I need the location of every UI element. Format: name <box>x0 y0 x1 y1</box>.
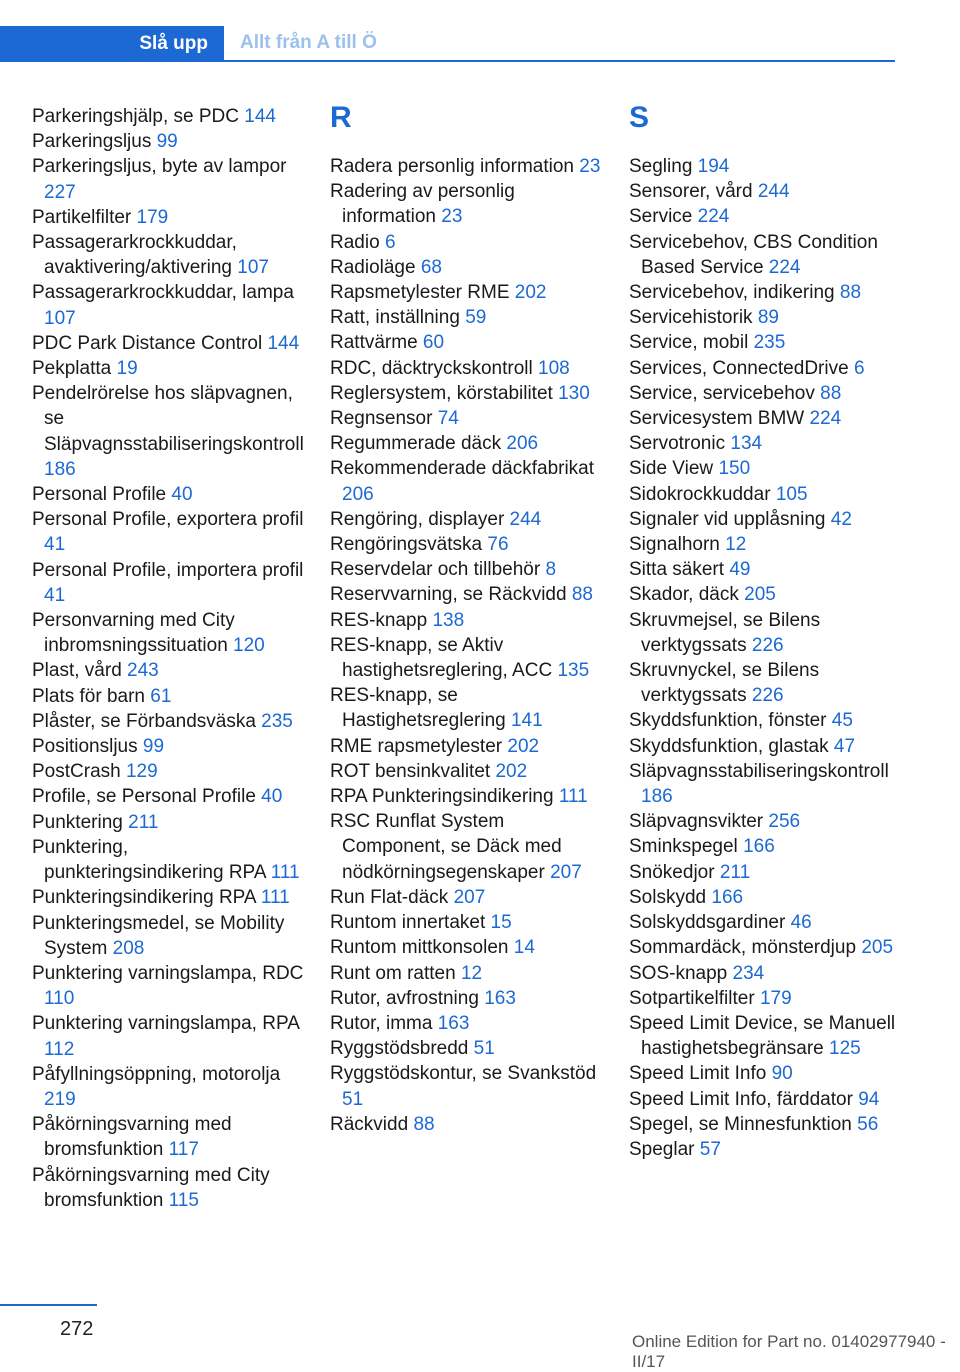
page-link[interactable]: 111 <box>260 887 290 909</box>
index-entry <box>629 507 904 532</box>
page-link[interactable]: 226 <box>751 634 784 656</box>
entry-text: Reservvarning, se Räckvidd <box>330 584 567 606</box>
index-entry <box>330 1036 602 1061</box>
page-link[interactable]: 243 <box>127 660 159 682</box>
entry-text: Solskyddsgardiner <box>629 912 786 934</box>
page-link[interactable]: 108 <box>538 357 570 379</box>
index-entry <box>629 557 904 582</box>
page-link[interactable]: 40 <box>171 484 193 506</box>
page-link[interactable]: 207 <box>550 861 582 883</box>
index-entry <box>330 961 602 986</box>
page-link[interactable]: 59 <box>465 307 487 329</box>
entry-text: Runtom innertaket <box>330 912 486 934</box>
entry-text: Services, ConnectedDrive <box>629 357 849 379</box>
index-entry <box>32 558 304 608</box>
index-entry <box>629 860 904 885</box>
page-link[interactable]: 179 <box>136 206 169 228</box>
page-link[interactable]: 138 <box>432 609 465 631</box>
index-entry <box>629 1061 904 1086</box>
entry-text: Sommardäck, mönsterdjup <box>629 937 857 959</box>
index-entry <box>629 759 904 809</box>
page-link[interactable]: 235 <box>261 710 293 732</box>
entry-text: Regnsensor <box>330 408 433 430</box>
index-entry <box>32 734 304 759</box>
entry-text: Skruvmejsel, se Bilens verktygssats <box>629 609 821 656</box>
entry-text: Radio <box>330 231 380 253</box>
index-entry <box>330 1061 602 1111</box>
index-entry <box>330 255 602 280</box>
page-link[interactable]: 224 <box>809 408 842 430</box>
index-entry <box>330 330 602 355</box>
page-link[interactable]: 120 <box>233 635 265 657</box>
index-entry <box>629 406 904 431</box>
entry-text: Regummerade däck <box>330 433 502 455</box>
page-link[interactable]: 14 <box>513 937 535 959</box>
entry-text: Räckvidd <box>330 1113 409 1135</box>
page-link[interactable]: 56 <box>857 1113 879 1135</box>
page-link[interactable]: 12 <box>460 962 483 984</box>
index-entry <box>629 456 904 481</box>
page-link[interactable]: 51 <box>473 1038 495 1060</box>
header-tabbar <box>0 26 895 62</box>
footer-rule <box>0 1304 97 1306</box>
entry-text: Punkteringsmedel, se Mobility System <box>32 912 285 959</box>
entry-text: Punktering <box>32 811 123 833</box>
entry-text: Reglersystem, körstabilitet <box>330 382 553 404</box>
entry-text: RPA Punkteringsindikering <box>330 786 554 808</box>
entry-text: Pekplatta <box>32 358 112 380</box>
page-link[interactable]: 224 <box>697 206 730 228</box>
index-entry <box>629 381 904 406</box>
index-entry <box>629 910 904 935</box>
index-entry <box>330 910 602 935</box>
page-link[interactable]: 256 <box>768 811 801 833</box>
index-entry <box>629 1112 904 1137</box>
page-link[interactable]: 234 <box>732 962 765 984</box>
entry-text: Rekommenderade däckfabrikat <box>330 458 595 480</box>
index-entry <box>629 1011 904 1061</box>
index-entry <box>330 507 602 532</box>
entry-text: Rutor, imma <box>330 1012 433 1034</box>
page-link[interactable]: 163 <box>437 1012 470 1034</box>
entry-text: Rengöring, displayer <box>330 508 505 530</box>
index-entry <box>32 507 304 557</box>
page-link[interactable]: 46 <box>790 912 812 934</box>
index-entry <box>32 784 304 809</box>
entry-text: Sitta säkert <box>629 559 725 581</box>
index-entry <box>32 759 304 784</box>
page-link[interactable]: 207 <box>453 886 486 908</box>
index-entry <box>629 935 904 960</box>
index-entry <box>32 911 304 961</box>
index-entry <box>32 331 304 356</box>
entry-text: Run Flat-däck <box>330 886 449 908</box>
page-link[interactable]: 163 <box>484 987 516 1009</box>
entry-text: RSC Runflat System Component, se Däck med nödkörningsegenskaper <box>330 811 562 883</box>
entry-text: RES-knapp, se Hastighetsreglering <box>330 685 506 732</box>
index-entry <box>629 961 904 986</box>
index-entry <box>330 406 602 431</box>
index-entry <box>330 305 602 330</box>
entry-text: Snökedjor <box>629 861 715 883</box>
entry-text: Sotpartikelfilter <box>629 987 755 1009</box>
page-link[interactable]: 111 <box>558 786 588 808</box>
entry-text: Skyddsfunktion, glastak <box>629 735 829 757</box>
page-link[interactable]: 227 <box>44 181 76 203</box>
page-link[interactable]: 111 <box>270 862 300 884</box>
index-entry <box>330 532 602 557</box>
index-entry <box>32 684 304 709</box>
entry-text: Servicehistorik <box>629 307 753 329</box>
index-entry <box>330 633 602 683</box>
header-rule <box>0 60 895 62</box>
entry-text: Påkörningsvarning med City bromsfunktion <box>32 1164 270 1211</box>
index-entry <box>32 104 304 129</box>
page-link[interactable]: 47 <box>833 735 856 757</box>
entry-text: Plats för barn <box>32 685 145 707</box>
page-link[interactable]: 186 <box>44 458 76 480</box>
page-number: 272 <box>60 1318 94 1340</box>
index-entry <box>629 482 904 507</box>
page-link[interactable]: 40 <box>261 786 283 808</box>
entry-text: Solskydd <box>629 886 707 908</box>
page-link[interactable]: 144 <box>267 332 300 354</box>
index-entry <box>629 280 904 305</box>
entry-text: Pendelrörelse hos släpvagnen, se Släpvagnsstabiliseringskontroll <box>32 383 304 455</box>
entry-text: ROT bensinkvalitet <box>330 760 491 782</box>
index-entry <box>629 431 904 456</box>
index-entry <box>629 1137 904 1162</box>
page-link[interactable]: 42 <box>830 508 852 530</box>
entry-text: Positionsljus <box>32 736 138 758</box>
page-link[interactable]: 61 <box>150 685 172 707</box>
entry-text: Punktering, punkteringsindikering RPA <box>32 836 266 884</box>
index-entry <box>32 1062 304 1112</box>
entry-text: Skador, däck <box>629 584 739 606</box>
index-entry <box>330 885 602 910</box>
entry-text: Segling <box>629 156 693 177</box>
entry-text: Punktering varningslampa, RPA <box>32 1013 299 1035</box>
entry-text: PDC Park Distance Control <box>32 332 263 354</box>
entry-text: Släpvagnsstabiliseringskontroll <box>629 760 889 782</box>
index-entry <box>629 809 904 834</box>
index-entry <box>330 1011 602 1036</box>
page-link[interactable]: 94 <box>858 1088 880 1110</box>
index-column-2 <box>330 101 602 1137</box>
page-link[interactable]: 226 <box>751 685 784 707</box>
entry-text: Sensorer, vård <box>629 181 753 203</box>
index-entry <box>330 759 602 784</box>
index-entry <box>330 280 602 305</box>
page-link[interactable]: 235 <box>753 332 786 354</box>
page-link[interactable]: 179 <box>759 987 792 1009</box>
page-link[interactable]: 107 <box>44 307 76 329</box>
page-link[interactable]: 219 <box>44 1088 76 1110</box>
page-link[interactable]: 41 <box>44 584 66 606</box>
entry-text: Runt om ratten <box>330 962 456 984</box>
page-link[interactable]: 211 <box>719 861 751 883</box>
page-link[interactable]: 202 <box>507 735 540 757</box>
entry-text: Radera personlig information <box>330 156 574 177</box>
entry-text: Servicebehov, CBS Condition Based Service <box>629 231 878 278</box>
page-link[interactable]: 88 <box>413 1113 435 1135</box>
index-entry <box>32 835 304 885</box>
page-link[interactable]: 41 <box>44 534 66 556</box>
tab-allt-fran-a-till-o[interactable]: Allt från A till Ö <box>240 32 377 53</box>
page-link[interactable]: 45 <box>831 710 853 732</box>
index-entry <box>32 658 304 683</box>
index-entry <box>330 986 602 1011</box>
index-entry <box>330 935 602 960</box>
index-entry <box>32 482 304 507</box>
entry-text: Servotronic <box>629 433 726 455</box>
entry-text: Radioläge <box>330 256 416 278</box>
entry-text: RME rapsmetylester <box>330 735 503 757</box>
section-letter: S <box>629 101 650 134</box>
page-link[interactable]: 89 <box>757 307 779 329</box>
entry-text: Påfyllningsöppning, motorolja <box>32 1063 281 1085</box>
index-entry <box>629 305 904 330</box>
page-link[interactable]: 99 <box>142 736 165 758</box>
index-entry <box>330 179 602 229</box>
entry-text: Rengöringsvätska <box>330 534 483 556</box>
section-letter: R <box>330 101 352 134</box>
page-link[interactable]: 90 <box>771 1063 793 1085</box>
entry-text: Side View <box>629 458 714 480</box>
page-link[interactable]: 60 <box>422 332 445 354</box>
page-link[interactable]: 23 <box>579 156 601 177</box>
entry-text: Ratt, inställning <box>330 307 460 329</box>
page-link[interactable]: 141 <box>510 710 543 732</box>
index-entry <box>330 356 602 381</box>
entry-text: Signaler vid upplåsning <box>629 508 826 530</box>
page-link[interactable]: 211 <box>128 811 159 833</box>
page-link[interactable]: 125 <box>829 1038 861 1060</box>
entry-text: Passagerarkrockkuddar, lampa <box>32 282 294 304</box>
page-link[interactable]: 134 <box>730 433 763 455</box>
tab-slaa-upp[interactable]: Slå upp <box>0 26 224 62</box>
index-entry <box>32 356 304 381</box>
index-entry <box>629 179 904 204</box>
entry-text: Signalhorn <box>629 534 720 556</box>
page-link[interactable]: 130 <box>558 382 590 404</box>
page-link[interactable]: 166 <box>743 836 775 858</box>
entry-text: Parkeringsljus <box>32 131 152 153</box>
entry-text: Personal Profile <box>32 484 167 506</box>
entry-text: Påkörningsvarning med bromsfunktion <box>32 1114 232 1161</box>
page-link[interactable]: 110 <box>44 988 75 1010</box>
page-link[interactable]: 205 <box>861 937 894 959</box>
page-link[interactable]: 51 <box>342 1088 364 1110</box>
index-entry <box>629 986 904 1011</box>
entry-text: SOS-knapp <box>629 962 728 984</box>
index-entry <box>629 330 904 355</box>
entry-text: Profile, se Personal Profile <box>32 786 256 808</box>
page-link[interactable]: 244 <box>757 181 790 203</box>
entry-text: Punkteringsindikering RPA <box>32 887 256 909</box>
index-entry <box>330 582 602 607</box>
index-entry <box>330 381 602 406</box>
index-entry <box>629 582 904 607</box>
index-entry <box>32 885 304 910</box>
entry-text: Runtom mittkonsolen <box>330 937 509 959</box>
entry-text: Servicesystem BMW <box>629 408 805 430</box>
entry-text: Service, servicebehov <box>629 382 815 404</box>
index-entry <box>330 784 602 809</box>
entry-text: Punktering varningslampa, RDC <box>32 962 304 984</box>
index-entry <box>32 381 304 482</box>
index-entry <box>629 1087 904 1112</box>
page-link[interactable]: 186 <box>641 786 673 808</box>
entry-text: Sminkspegel <box>629 836 738 858</box>
index-entry <box>629 532 904 557</box>
index-entry <box>330 1112 602 1137</box>
index-entry <box>629 204 904 229</box>
page-link[interactable]: 224 <box>768 256 801 278</box>
page-link[interactable]: 107 <box>237 257 269 279</box>
entry-text: Rutor, avfrostning <box>330 987 479 1009</box>
page-link[interactable]: 88 <box>820 382 842 404</box>
index-entry <box>32 205 304 230</box>
index-column-3 <box>629 101 904 1162</box>
page-link[interactable]: 6 <box>853 357 865 379</box>
index-entry <box>32 1011 304 1061</box>
page-link[interactable]: 99 <box>156 131 178 153</box>
page-link[interactable]: 166 <box>711 886 744 908</box>
index-column-1 <box>32 104 304 1213</box>
entry-text: Rapsmetylester RME <box>330 282 510 304</box>
entry-text: Reservdelar och tillbehör <box>330 559 541 581</box>
index-entry <box>32 961 304 1011</box>
entry-text: Speed Limit Info, färddator <box>629 1088 853 1110</box>
page-link[interactable]: 8 <box>545 559 557 581</box>
entry-text: Spegel, se Minnesfunktion <box>629 1113 852 1135</box>
entry-text: Personvarning med City inbromsningssituation <box>32 610 235 657</box>
page-link[interactable]: 88 <box>571 584 593 606</box>
index-entry <box>330 431 602 456</box>
page-link[interactable]: 88 <box>839 282 862 304</box>
entry-text: Partikelfilter <box>32 206 132 228</box>
index-entry <box>629 608 904 658</box>
page-link[interactable]: 202 <box>514 282 547 304</box>
entry-text: Radering av personlig information <box>330 181 515 228</box>
entry-text: Plast, vård <box>32 660 122 682</box>
page-link[interactable]: 115 <box>168 1189 199 1211</box>
index-entry <box>32 608 304 658</box>
index-entry <box>629 708 904 733</box>
index-entry <box>330 154 602 179</box>
entry-text: Parkeringshjälp, se PDC <box>32 106 239 127</box>
entry-text: Passagerarkrockkuddar, avaktivering/aktivering <box>32 232 237 279</box>
page-link[interactable]: 19 <box>116 358 138 380</box>
index-entry <box>629 658 904 708</box>
index-entry <box>629 154 904 179</box>
entry-text: Skyddsfunktion, fönster <box>629 710 827 732</box>
page-link[interactable]: 112 <box>44 1038 75 1060</box>
page-link[interactable]: 202 <box>495 760 528 782</box>
page-link[interactable]: 135 <box>557 660 590 682</box>
index-entry <box>629 734 904 759</box>
index-entry <box>32 280 304 330</box>
index-entry <box>32 1112 304 1162</box>
page-link[interactable]: 105 <box>775 483 808 505</box>
entry-text: Personal Profile, exportera profil <box>32 509 304 531</box>
entry-text: Ryggstödskontur, se Svankstöd <box>330 1063 597 1085</box>
index-entry <box>330 230 602 255</box>
index-entry <box>629 230 904 280</box>
page-link[interactable]: 129 <box>125 761 158 783</box>
index-entry <box>32 129 304 154</box>
page-link[interactable]: 194 <box>697 156 730 177</box>
entry-text: Ryggstödsbredd <box>330 1038 469 1060</box>
index-entry <box>330 809 602 885</box>
page-link[interactable]: 74 <box>437 408 459 430</box>
entry-text: Rattvärme <box>330 332 418 354</box>
page-link[interactable]: 117 <box>168 1139 199 1161</box>
index-entry <box>32 230 304 280</box>
page-link[interactable]: 68 <box>420 256 442 278</box>
index-entry <box>330 456 602 506</box>
entry-text: Plåster, se Förbandsväska <box>32 710 256 732</box>
edition-text: Online Edition for Part no. 01402977940 - II/17 <box>632 1332 946 1371</box>
page-link[interactable]: 57 <box>699 1138 721 1160</box>
entry-text: Speed Limit Device, se Manuell hastighetsbegränsare <box>629 1012 896 1060</box>
page-link[interactable]: 12 <box>725 534 747 556</box>
page-link[interactable]: 208 <box>112 937 145 959</box>
index-entry <box>330 734 602 759</box>
index-entry <box>32 1163 304 1213</box>
page-link[interactable]: 150 <box>718 458 751 480</box>
entry-text: Service <box>629 206 693 228</box>
index-entry <box>32 709 304 734</box>
page-link[interactable]: 144 <box>244 106 276 127</box>
entry-text: Parkeringsljus, byte av lampor <box>32 156 287 178</box>
entry-text: Servicebehov, indikering <box>629 282 835 304</box>
index-entry <box>330 683 602 733</box>
entry-text: Service, mobil <box>629 332 749 354</box>
page-link[interactable]: 15 <box>490 912 512 934</box>
index-entry <box>330 608 602 633</box>
index-entry <box>629 885 904 910</box>
entry-text: Släpvagnsvikter <box>629 811 764 833</box>
entry-text: RES-knapp, se Aktiv hastighetsreglering, ACC <box>330 634 553 682</box>
index-entry <box>330 557 602 582</box>
index-entry <box>32 810 304 835</box>
page-link[interactable]: 23 <box>441 206 463 228</box>
entry-text: Sidokrockkuddar <box>629 483 771 505</box>
entry-text: RDC, däcktryckskontroll <box>330 357 533 379</box>
entry-text: Skruvnyckel, se Bilens verktygssats <box>629 660 820 707</box>
entry-text: RES-knapp <box>330 609 428 631</box>
page-link[interactable]: 49 <box>729 559 751 581</box>
page-link[interactable]: 206 <box>506 433 539 455</box>
entry-text: PostCrash <box>32 761 121 783</box>
entry-text: Speed Limit Info <box>629 1063 767 1085</box>
page-link[interactable]: 76 <box>487 534 509 556</box>
entry-text: Speglar <box>629 1138 695 1160</box>
page-link[interactable]: 206 <box>342 483 374 505</box>
page-link[interactable]: 6 <box>384 231 396 253</box>
page-link[interactable]: 244 <box>509 508 542 530</box>
index-entry <box>629 834 904 859</box>
page-link[interactable]: 205 <box>744 584 776 606</box>
entry-text: Personal Profile, importera profil <box>32 559 304 581</box>
index-entry <box>629 356 904 381</box>
index-entry <box>32 154 304 204</box>
